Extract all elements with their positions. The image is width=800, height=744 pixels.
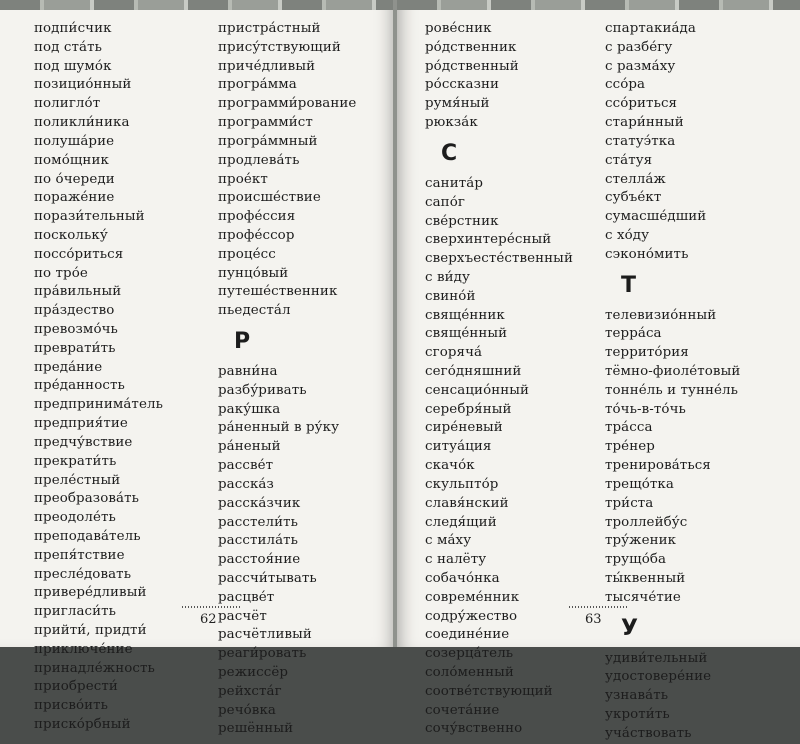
dictionary-word: профе́ссор xyxy=(218,227,295,243)
dictionary-word: равни́на xyxy=(218,364,278,379)
dictionary-word: ситуа́ция xyxy=(425,439,492,455)
dictionary-word: речо́вка xyxy=(218,702,277,718)
dictionary-word: пунцо́вый xyxy=(218,265,289,281)
dictionary-word: соло́менный xyxy=(425,665,514,680)
dictionary-word: ра́неный xyxy=(218,439,281,455)
dictionary-word: пьедеста́л xyxy=(218,303,291,319)
dictionary-word: превозмо́чь xyxy=(34,322,118,337)
dictionary-word: сенсацио́нный xyxy=(425,382,530,398)
dictionary-word: преда́ние xyxy=(34,359,103,375)
dictionary-word: стари́нный xyxy=(605,115,684,131)
dictionary-word: продлева́ть xyxy=(218,152,300,168)
dictionary-word: сочу́вственно xyxy=(425,721,523,737)
dictionary-word: раку́шка xyxy=(218,401,281,417)
dictionary-word: рассчи́тывать xyxy=(218,570,317,586)
dictionary-word: узнава́ть xyxy=(605,688,669,704)
dictionary-word: расстила́ть xyxy=(218,533,299,549)
dictionary-word: статуэ́тка xyxy=(605,133,676,149)
dictionary-word: тонне́ль и тунне́ль xyxy=(605,382,739,398)
dictionary-word: поликли́ника xyxy=(34,115,130,131)
section-letter: Т xyxy=(621,272,637,298)
dictionary-word: препя́тствие xyxy=(34,547,125,563)
dictionary-word: сгоряча́ xyxy=(425,345,483,361)
dictionary-word: расчётливый xyxy=(218,627,312,643)
dictionary-word: программи́ст xyxy=(218,115,313,131)
dictionary-word: предчу́вствие xyxy=(34,434,133,450)
dictionary-word: ста́туя xyxy=(605,152,653,168)
dictionary-word: рассве́т xyxy=(218,458,274,474)
dictionary-word: трущо́ба xyxy=(605,552,667,568)
dictionary-word: субъе́кт xyxy=(605,190,662,206)
dictionary-word: террито́рия xyxy=(605,345,689,361)
dictionary-word: сочета́ние xyxy=(425,702,500,718)
dictionary-word: преодоле́ть xyxy=(34,510,116,526)
dictionary-word: содру́жество xyxy=(425,608,518,624)
dictionary-word: уча́ствовать xyxy=(605,725,692,741)
dictionary-word: расстоя́ние xyxy=(218,552,301,568)
dictionary-word: спартакиа́да xyxy=(605,21,696,36)
dictionary-word: прое́кт xyxy=(218,171,268,187)
dictionary-word: помо́щник xyxy=(34,152,109,168)
dictionary-word: удиви́тельный xyxy=(605,650,708,666)
word-list xyxy=(605,307,740,608)
dictionary-word: трещо́тка xyxy=(605,476,674,492)
dictionary-word: полуша́рие xyxy=(34,133,115,149)
dictionary-word: свяще́нник xyxy=(425,307,505,323)
dictionary-word: приключе́ние xyxy=(34,641,133,657)
word-list xyxy=(605,650,740,744)
dictionary-word: три́ста xyxy=(605,495,654,511)
dictionary-word: скачо́к xyxy=(425,458,475,474)
dictionary-word: сверхъесте́ственный xyxy=(425,251,573,267)
dictionary-word: рове́сник xyxy=(425,21,492,36)
dictionary-word: програ́ммный xyxy=(218,133,318,149)
dictionary-word: рюкза́к xyxy=(425,115,478,131)
left-column-1 xyxy=(34,20,163,735)
dictionary-word: приско́рбный xyxy=(34,717,131,733)
dictionary-word: поссо́риться xyxy=(34,246,124,262)
dictionary-word: созерца́тель xyxy=(425,646,514,662)
dictionary-word: тысяче́тие xyxy=(605,589,681,605)
word-list xyxy=(605,20,740,265)
dictionary-word: тра́сса xyxy=(605,420,653,436)
section-letter: С xyxy=(441,140,458,166)
dictionary-word: стелла́ж xyxy=(605,171,666,187)
dictionary-word: соедине́ние xyxy=(425,627,510,643)
dictionary-word: профе́ссия xyxy=(218,209,296,225)
dictionary-word: реаги́ровать xyxy=(218,646,307,662)
dictionary-word: удостовере́ние xyxy=(605,669,712,685)
left-column-2 xyxy=(218,20,356,739)
dictionary-word: соотве́тствующий xyxy=(425,683,553,699)
dictionary-word: сапо́г xyxy=(425,194,465,210)
dictionary-word: програ́мма xyxy=(218,77,297,93)
dictionary-word: терра́са xyxy=(605,326,662,342)
dictionary-word: серебря́ный xyxy=(425,401,512,417)
dictionary-word: с разма́ху xyxy=(605,58,676,74)
dictionary-word: свино́й xyxy=(425,288,476,304)
dictionary-word: под шумо́к xyxy=(34,58,112,74)
dictionary-word: поскольку́ xyxy=(34,227,108,243)
dictionary-word: пра́здество xyxy=(34,303,115,319)
dictionary-word: происше́ствие xyxy=(218,190,321,206)
dictionary-word: присво́ить xyxy=(34,698,109,714)
right-column-1 xyxy=(425,20,573,739)
word-list xyxy=(425,175,573,739)
dictionary-word: санита́р xyxy=(425,175,483,191)
dictionary-word: ро́дственник xyxy=(425,39,517,55)
dictionary-word: порази́тельный xyxy=(34,209,145,225)
dictionary-word: тре́нер xyxy=(605,439,655,455)
dictionary-word: собачо́нка xyxy=(425,570,500,586)
dictionary-word: пресле́довать xyxy=(34,566,132,582)
page-number-dots xyxy=(182,606,242,608)
dictionary-word: преобразова́ть xyxy=(34,491,139,507)
dictionary-word: расстели́ть xyxy=(218,514,299,530)
dictionary-word: расска́зчик xyxy=(218,495,301,511)
dictionary-word: расцве́т xyxy=(218,589,275,605)
dictionary-word: ты́квенный xyxy=(605,570,686,586)
top-thumb-index-strip xyxy=(397,0,800,10)
dictionary-word: полигло́т xyxy=(34,96,101,112)
dictionary-word: сверхинтере́сный xyxy=(425,232,552,248)
dictionary-word: преврати́ть xyxy=(34,340,116,356)
dictionary-word: с разбе́гу xyxy=(605,39,673,55)
dictionary-word: тренирова́ться xyxy=(605,458,711,474)
dictionary-word: приобрести́ xyxy=(34,679,118,695)
dictionary-word: предпринима́тель xyxy=(34,397,163,413)
right-column-2 xyxy=(605,20,740,744)
dictionary-word: под ста́ть xyxy=(34,39,102,55)
dictionary-word: све́рстник xyxy=(425,213,499,229)
dictionary-word: пригласи́ть xyxy=(34,604,117,620)
word-list xyxy=(218,363,356,739)
dictionary-word: пра́вильный xyxy=(34,284,122,300)
dictionary-word: проце́сс xyxy=(218,246,276,262)
dictionary-word: пораже́ние xyxy=(34,190,115,206)
section-letter: У xyxy=(621,615,638,641)
dictionary-word: расчёт xyxy=(218,608,267,624)
dictionary-word: телевизио́нный xyxy=(605,307,717,323)
dictionary-word: принадле́жность xyxy=(34,660,155,676)
page-number-dots xyxy=(569,606,629,608)
dictionary-word: с ма́ху xyxy=(425,533,472,549)
dictionary-word: преле́стный xyxy=(34,472,121,488)
dictionary-word: прекрати́ть xyxy=(34,453,117,469)
dictionary-word: расска́з xyxy=(218,476,274,492)
dictionary-word: укроти́ть xyxy=(605,707,670,722)
dictionary-word: ро́дственный xyxy=(425,58,519,74)
dictionary-word: разбу́ривать xyxy=(218,382,307,398)
dictionary-word: пре́данность xyxy=(34,378,125,394)
dictionary-word: режиссёр xyxy=(218,665,289,680)
dictionary-word: троллейбу́с xyxy=(605,514,688,530)
dictionary-word: привере́дливый xyxy=(34,585,147,601)
section-letter: Р xyxy=(234,329,251,354)
dictionary-word: славя́нский xyxy=(425,495,509,511)
dictionary-word: прийти́, придти́ xyxy=(34,623,147,638)
dictionary-word: рейхста́г xyxy=(218,683,282,699)
dictionary-word: приче́дливый xyxy=(218,58,316,74)
word-list xyxy=(425,20,573,133)
dictionary-word: ссо́риться xyxy=(605,96,678,112)
dictionary-word: совреме́нник xyxy=(425,589,520,605)
dictionary-word: то́чь-в-то́чь xyxy=(605,401,686,417)
dictionary-word: с ви́ду xyxy=(425,269,470,285)
dictionary-word: сире́невый xyxy=(425,420,503,436)
dictionary-word: предприя́тие xyxy=(34,416,128,432)
dictionary-word: ра́ненный в ру́ку xyxy=(218,420,340,436)
dictionary-word: преподава́тель xyxy=(34,528,141,544)
dictionary-word: по тро́е xyxy=(34,265,88,281)
dictionary-word: следя́щий xyxy=(425,514,497,530)
word-list xyxy=(218,20,356,321)
dictionary-word: ссо́ра xyxy=(605,77,646,93)
dictionary-word: прису́тствующий xyxy=(218,39,341,55)
top-thumb-index-strip xyxy=(0,0,395,10)
dictionary-word: пристра́стный xyxy=(218,21,321,36)
right-page xyxy=(397,0,800,741)
dictionary-word: сэконо́мить xyxy=(605,246,689,262)
dictionary-word: сего́дняшний xyxy=(425,364,522,379)
dictionary-word: тру́женик xyxy=(605,533,677,549)
page-number: 62 xyxy=(200,612,217,627)
dictionary-word: румя́ный xyxy=(425,96,490,112)
dictionary-word: решённый xyxy=(218,721,294,737)
dictionary-word: подпи́счик xyxy=(34,21,112,36)
dictionary-word: по о́череди xyxy=(34,171,115,187)
dictionary-word: с хо́ду xyxy=(605,227,650,243)
dictionary-word: позицио́нный xyxy=(34,77,132,93)
dictionary-word: свяще́нный xyxy=(425,326,508,342)
dictionary-word: с налёту xyxy=(425,552,487,568)
dictionary-word: программи́рование xyxy=(218,96,357,112)
dictionary-word: скульпто́р xyxy=(425,476,499,492)
left-page xyxy=(0,0,395,737)
dictionary-word: тёмно-фиоле́товый xyxy=(605,364,741,379)
page-number: 63 xyxy=(585,612,602,627)
dictionary-word: сумасше́дший xyxy=(605,209,707,225)
dictionary-word: ро́ссказни xyxy=(425,77,500,93)
dictionary-word: путеше́ственник xyxy=(218,284,338,300)
